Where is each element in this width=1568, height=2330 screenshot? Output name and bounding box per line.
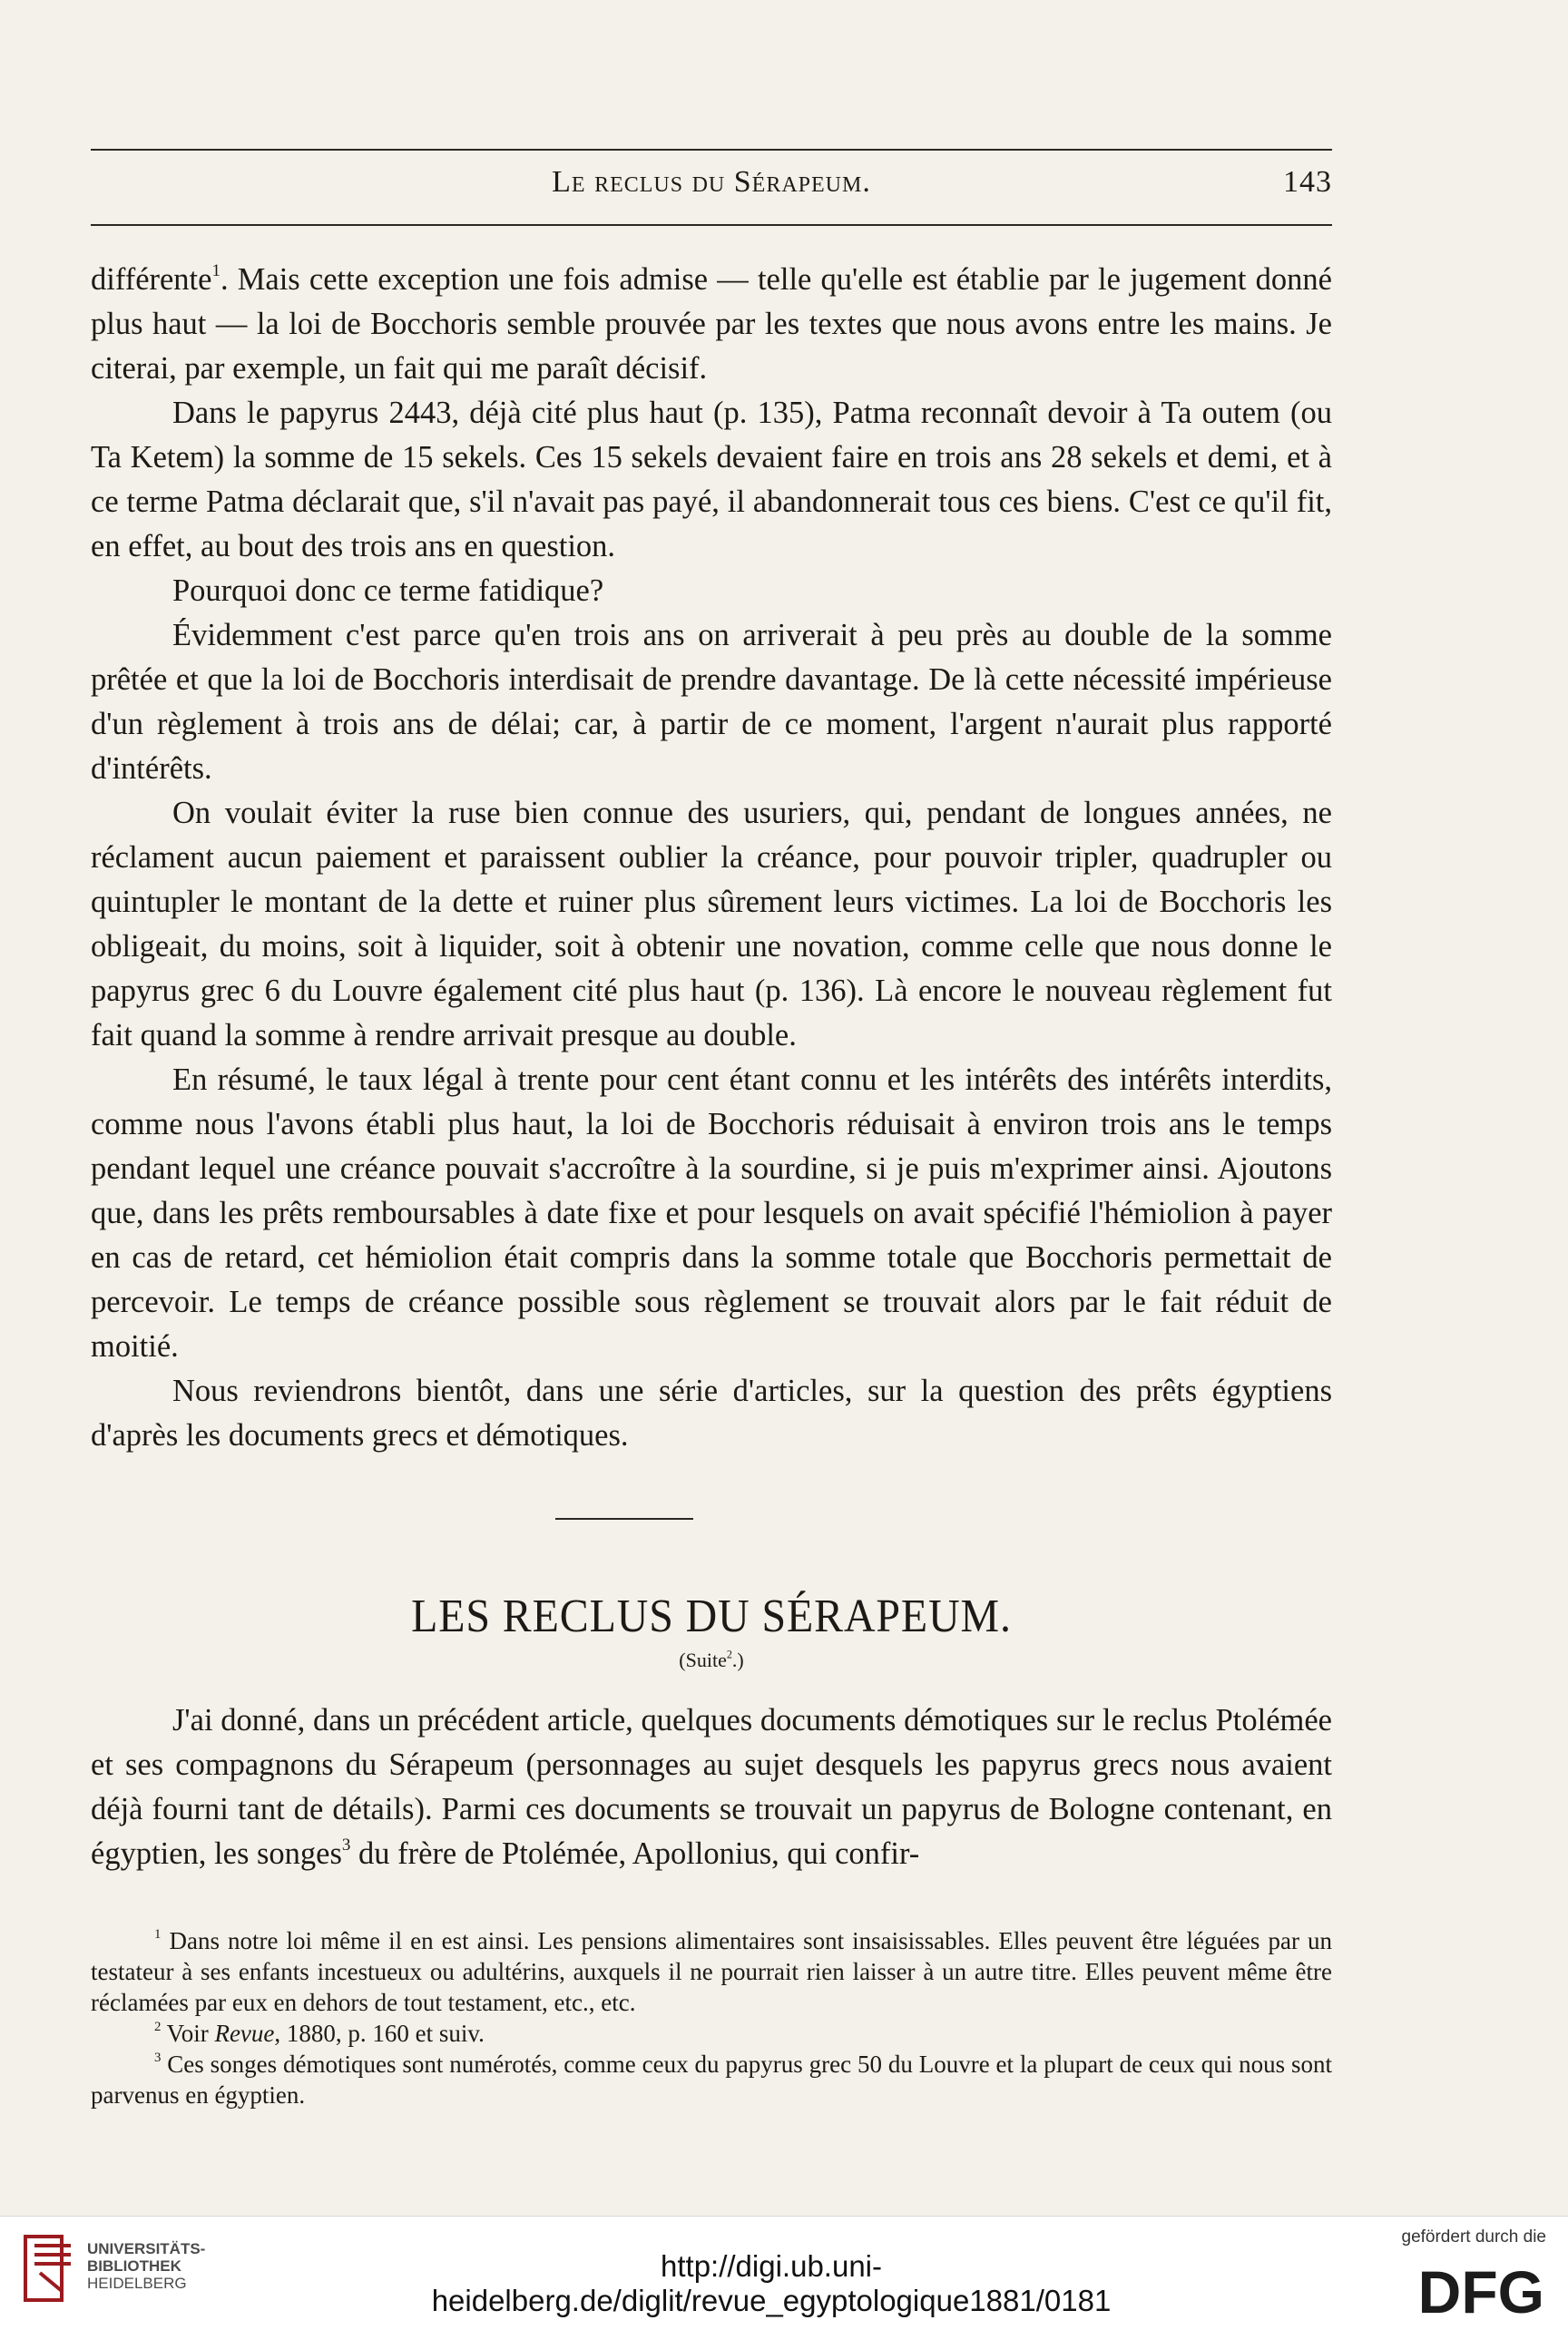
footnote-2: $^2$ Voir Revue, 1880, p. 160 et suiv. — [154, 2020, 485, 2047]
digitization-footer — [0, 2216, 1568, 2330]
footnote-ref: 2 — [726, 1648, 732, 1661]
header-bottom-rule — [91, 224, 1332, 226]
footnote-1: $^1$ Dans notre loi même il en est ainsi. Les pensions alimentaires sont insaisissables. Elles peuvent être léguées par un testateur à ses enfants incestueux ou adultérins, auxquels il ne pourrait rien laisser à un autre titre. Elles peuvent même être réclamées par eux en dehors de tout testament, etc., etc. — [91, 1927, 1332, 2016]
paragraph: Nous reviendrons bientôt, dans une série d'articles, sur la question des prêts égyptiens d'après les documents grecs et démotiques. — [91, 1374, 1332, 1453]
library-name: UNIVERSITÄTS- BIBLIOTHEK HEIDELBERG — [87, 2240, 206, 2292]
paragraph: Pourquoi donc ce terme fatidique? — [172, 573, 604, 608]
paragraph: Dans le papyrus 2443, déjà cité plus haut (p. 135), Patma reconnaît devoir à Ta outem (ou Ta Ketem) la somme de 15 sekels. Ces 15 sekels devaient faire en trois ans 28 sekels et demi, et à ce terme Patma déclarait que, s'il n'avait pas payé, il abandonnerait tous ces biens. C'est ce qu'il fit, en effet, au bout des trois ans en question. — [91, 396, 1332, 563]
funded-by-label: gefördert durch die — [1401, 2227, 1546, 2247]
article-subtitle: (Suite$^2$.) — [679, 1648, 744, 1671]
paragraph: On voulait éviter la ruse bien connue des usuriers, qui, pendant de longues années, ne réclament aucun paiement et paraissent oublier la créance, pour pouvoir tripler, quadrupler ou quintupler le montant de la dette et ruiner plus sûrement leurs victimes. La loi de Bocchoris les obligeait, du moins, soit à liquider, soit à obtenir une novation, comme celle que nous donne le papyrus grec 6 du Louvre également cité plus haut (p. 136). Là encore le nouveau règlement fut fait quand la somme à rendre arrivait presque au double. — [91, 796, 1332, 1052]
footnote-3: $^3$ Ces songes démotiques sont numérotés, comme ceux du papyrus grec 50 du Louvre et la plupart de ceux qui nous sont parvenus en égyptien. — [91, 2051, 1332, 2109]
footnote-ref: 1 — [211, 260, 220, 280]
dfg-logo-icon — [1383, 2258, 1546, 2318]
article-title: LES RECLUS DU SÉRAPEUM. — [411, 1591, 1012, 1642]
header-top-rule — [91, 149, 1332, 151]
paragraph: J'ai donné, dans un précédent article, quelques documents démotiques sur le reclus Ptolémée et ses compagnons du Sérapeum (personnages au sujet desquels les papyrus grecs nous avaient déjà fourni tant de détails). Parmi ces documents se trouvait un papyrus de Bologne contenant, en égyptien, les songes$^3$ du frère de Ptolémée, Apollonius, qui confir- — [91, 1703, 1332, 1871]
running-title: Le reclus du Sérapeum. — [552, 165, 871, 199]
footnotes — [91, 1925, 1332, 2110]
permalink-url[interactable]: http://digi.ub.uni-heidelberg.de/diglit/revue_egyptologique1881/0181 — [431, 2249, 1112, 2317]
section-separator — [555, 1518, 693, 1520]
svg-text:DFG: DFG — [1417, 2258, 1544, 2318]
running-header — [91, 165, 1332, 210]
article-intro — [91, 1699, 1332, 1876]
paragraph: En résumé, le taux légal à trente pour cent étant connu et les intérêts des intérêts interdits, comme nous l'avons établi plus haut, la loi de Bocchoris réduisait à environ trois ans le temps pendant lequel une créance pouvait s'accroître à la sourdine, si je puis m'exprimer ainsi. Ajoutons que, dans les prêts remboursables à date fixe et pour lesquels on avait spécifié l'hémiolion à payer en cas de retard, cet hémiolion était compris dans la somme totale que Bocchoris permettait de percevoir. Le temps de créance possible sous règlement se trouvait alors par le fait réduit de moitié. — [91, 1062, 1332, 1364]
university-library-logo-icon — [22, 2233, 80, 2304]
paragraph: différente$^1$. Mais cette exception une fois admise — telle qu'elle est établie par le jugement donné plus haut — la loi de Bocchoris semble prouvée par les textes que nous avons entre les mains. Je citerai, par exemple, un fait qui me paraît décisif. — [91, 260, 1332, 386]
main-text — [91, 258, 1332, 1458]
paragraph: Évidemment c'est parce qu'en trois ans on arriverait à peu près au double de la somme prêtée et que la loi de Bocchoris interdisait de prendre davantage. De là cette nécessité impérieuse d'un règlement à trois ans de délai; car, à partir de ce moment, l'argent n'aurait plus rapporté d'intérêts. — [91, 618, 1332, 786]
footnote-ref: 3 — [341, 1835, 351, 1855]
page-number: 143 — [1283, 165, 1332, 199]
